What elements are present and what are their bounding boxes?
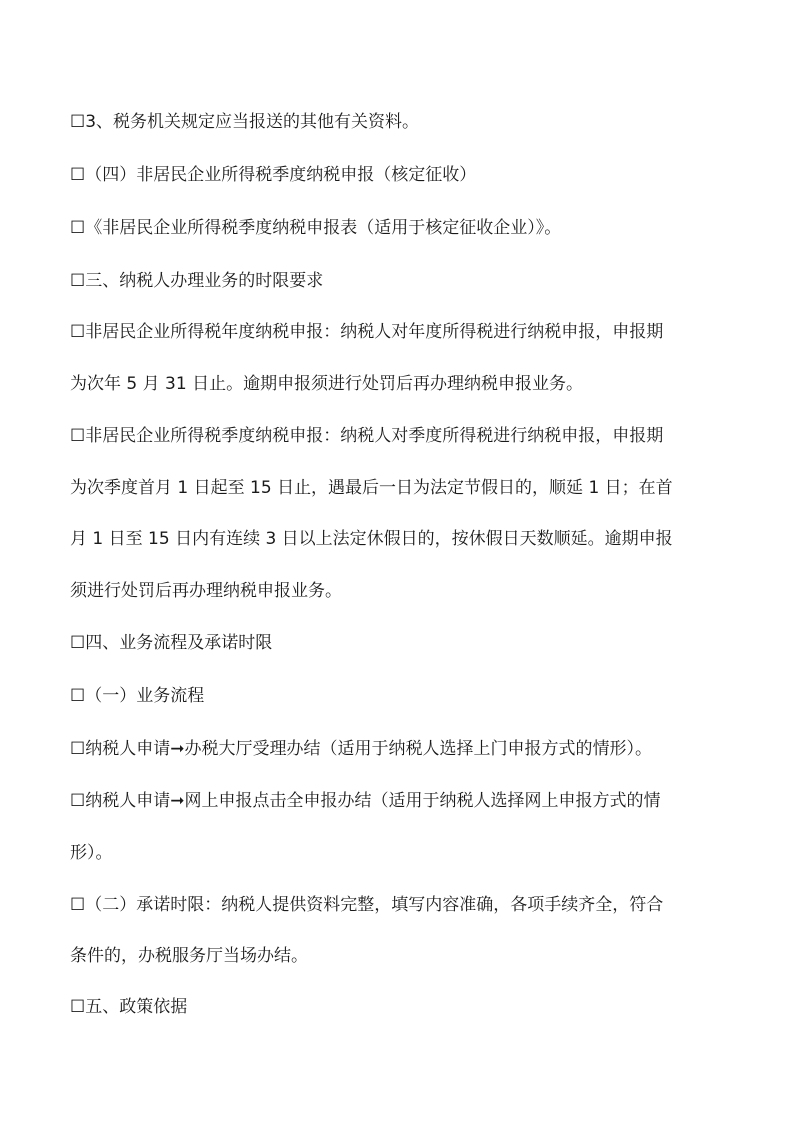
doc-line: ☐非居民企业所得税季度纳税申报：纳税人对季度所得税进行纳税申报，申报期 — [70, 426, 664, 446]
doc-line: ☐纳税人申请➞办税大厅受理办结（适用于纳税人选择上门申报方式的情形）。 — [70, 739, 652, 759]
doc-line: ☐四、业务流程及承诺时限 — [70, 633, 273, 653]
doc-line: ☐五、政策依据 — [70, 997, 188, 1017]
doc-line: ☐非居民企业所得税年度纳税申报：纳税人对年度所得税进行纳税申报，申报期 — [70, 322, 664, 342]
doc-line: ☐（一）业务流程 — [70, 686, 205, 706]
doc-line: ☐（四）非居民企业所得税季度纳税申报（核定征收） — [70, 165, 477, 185]
doc-line: 月 1 日至 15 日内有连续 3 日以上法定休假日的，按休假日天数顺延。逾期申报 — [70, 529, 673, 549]
doc-line: 为次年 5 月 31 日止。逾期申报须进行处罚后再办理纳税申报业务。 — [70, 374, 584, 394]
doc-line: ☐三、纳税人办理业务的时限要求 — [70, 271, 324, 291]
doc-line: ☐纳税人申请➞网上申报点击全申报办结（适用于纳税人选择网上申报方式的情 — [70, 791, 661, 811]
doc-line: ☐《非居民企业所得税季度纳税申报表（适用于核定征收企业）》。 — [70, 218, 562, 238]
doc-line: ☐（二）承诺时限：纳税人提供资料完整，填写内容准确，各项手续齐全，符合 — [70, 895, 664, 915]
doc-line: 条件的，办税服务厅当场办结。 — [70, 946, 308, 966]
doc-line: ☐3、税务机关规定应当报送的其他有关资料。 — [70, 112, 420, 132]
doc-line: 为次季度首月 1 日起至 15 日止，遇最后一日为法定节假日的，顺延 1 日；在首 — [70, 478, 673, 498]
doc-line: 形）。 — [70, 843, 113, 863]
doc-line: 须进行处罚后再办理纳税申报业务。 — [70, 581, 342, 601]
